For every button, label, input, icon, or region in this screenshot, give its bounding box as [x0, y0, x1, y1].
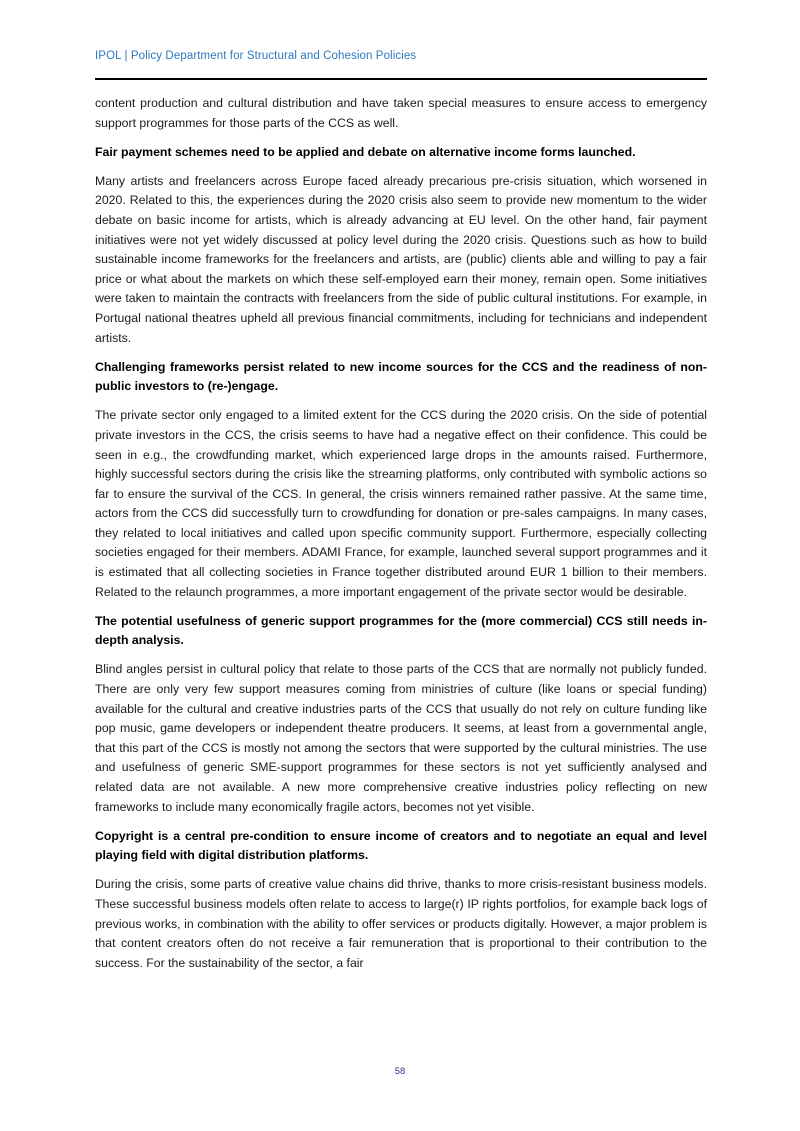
- body-text: [95, 94, 707, 973]
- page-number: 58: [394, 1066, 406, 1077]
- heading-copyright-pre-condition: Copyright is a central pre-condition to ensure income of creators and to negotiate an equal and level playing field with digital distribution platforms.: [95, 828, 707, 863]
- paragraph-private-sector: The private sector only engaged to a limited extent for the CCS during the 2020 crisis. On the side of potential private investors in the CCS, the crisis seems to have had a negative effect on their confidence. This could be seen in e.g., the crowdfunding market, which experienced large drops in the amounts raised. Furthermore, highly successful sectors during the crisis like the streaming platforms, only contributed with symbolic actions so far to ensure the survival of the CCS. In general, the crisis winners remained rather passive. At the same time, actors from the CCS did successfully turn to crowdfunding for donation or pre-sales campaigns. In many cases, they related to local initiatives and called upon specific community support. Furthermore, especially collecting societies engaged for their members. ADAMI France, for example, launched several support programmes and it is estimated that all collecting societies in France together distributed around EUR 1 billion to their members. Related to the relaunch programmes, a more important engagement of the private sector would be desirable.: [95, 408, 707, 599]
- running-header: IPOL | Policy Department for Structural and Cohesion Policies: [95, 50, 417, 62]
- paragraph-during-crisis: During the crisis, some parts of creative value chains did thrive, thanks to more crisis-resistant business models. These successful business models often relate to access to large(r) IP rights portfolios, for example back logs of previous works, in combination with the ability to offer services or products digitally. However, a major problem is that content creators often do not receive a fair remuneration that is proportional to their contribution to the success. For the sustainability of the sector, a fair: [95, 877, 707, 970]
- paragraph-blind-angles: Blind angles persist in cultural policy that relate to those parts of the CCS that are normally not publicly funded. There are only very few support measures coming from ministries of culture (like loans or special funding) available for the cultural and creative industries parts of the CCS that usually do not rely on culture funding like pop music, game developers or independent theatre producers. It seems, at least from a governmental angle, that this part of the CCS is mostly not among the sectors that were supported by the cultural ministries. The use and usefulness of generic SME-support programmes for these sectors is not yet sufficiently analysed and related data are not available. A new more comprehensive creative industries policy reflecting on new frameworks to include many economically fragile actors, becomes not yet visible.: [95, 662, 707, 814]
- paragraph-intro-continuation: content production and cultural distribution and have taken special measures to ensure access to emergency support programmes for those parts of the CCS as well.: [95, 96, 707, 130]
- heading-challenging-frameworks: Challenging frameworks persist related to new income sources for the CCS and the readiness of non-public investors to (re-)engage.: [95, 359, 707, 394]
- heading-fair-payment-schemes: Fair payment schemes need to be applied and debate on alternative income forms launched.: [95, 144, 636, 159]
- content-column: [95, 0, 707, 973]
- header-rule: [95, 78, 707, 80]
- heading-generic-support-programmes: The potential usefulness of generic support programmes for the (more commercial) CCS still needs in-depth analysis.: [95, 613, 707, 648]
- paragraph-artists-freelancers: Many artists and freelancers across Europe faced already precarious pre-crisis situation, which worsened in 2020. Related to this, the experiences during the 2020 crisis also seem to provide new momentum to the wider debate on basic income for artists, which is already advancing at EU level. On the other hand, fair payment initiatives were not yet widely discussed at policy level during the 2020 crisis. Questions such as how to build sustainable income frameworks for the freelancers and artists, are (public) clients able and willing to pay a fair price or what about the markets on which these self-employed earn their money, remain open. Some initiatives were taken to maintain the contracts with freelancers from the side of public cultural institutions. For example, in Portugal national theatres upheld all previous financial commitments, including for technicians and independent artists.: [95, 173, 707, 345]
